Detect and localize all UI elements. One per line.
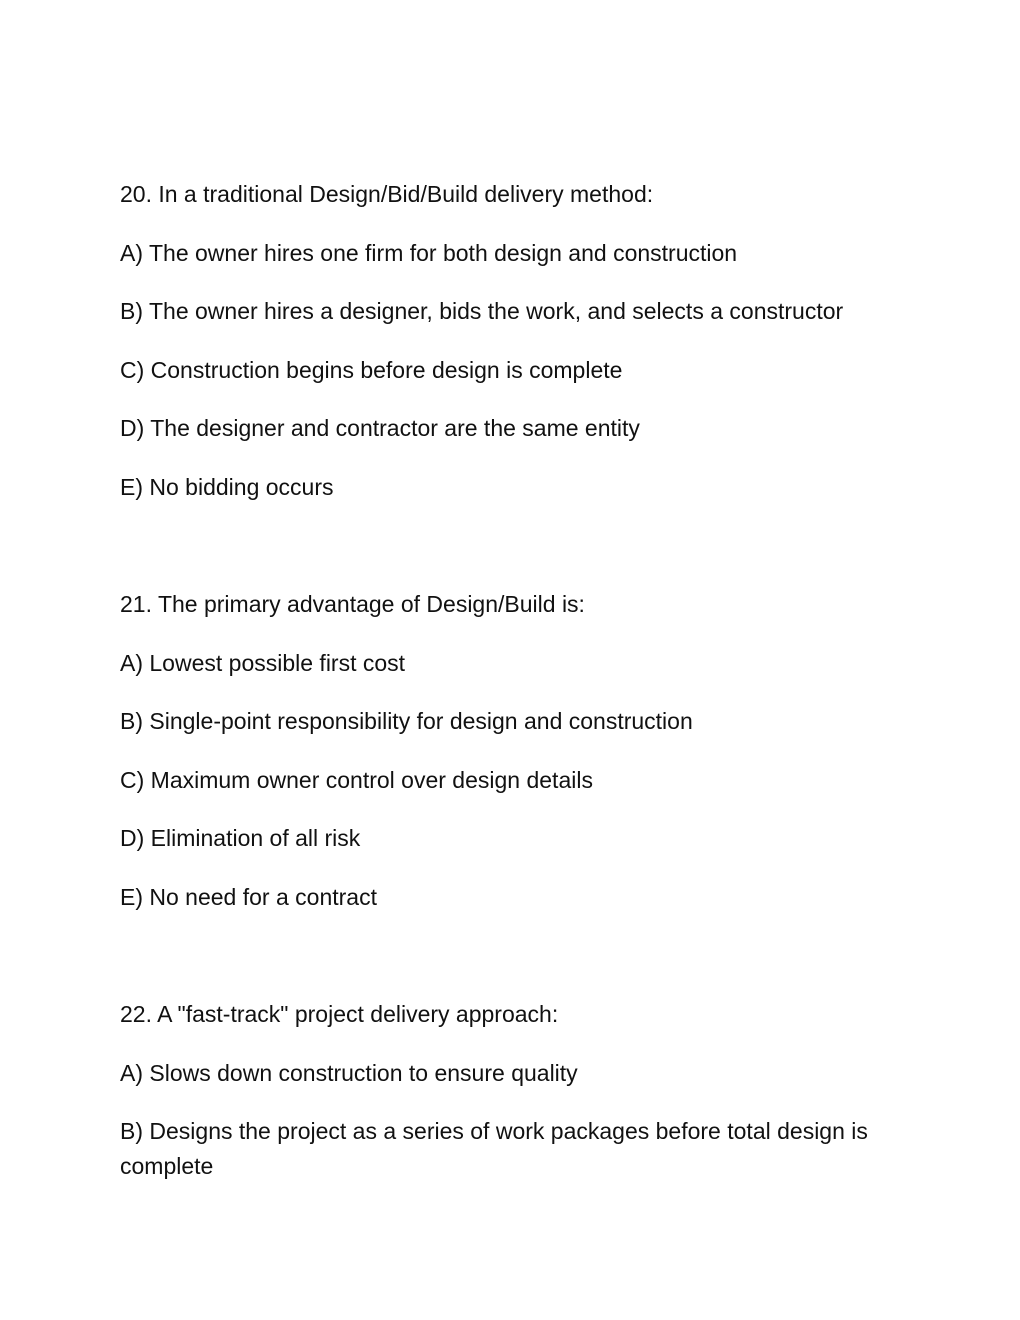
answer-option-e: E) No bidding occurs [120,473,334,500]
answer-option-e: E) No need for a contract [120,883,377,910]
answer-option-d: D) The designer and contractor are the same entity [120,415,640,441]
answer-option-a: A) Slows down construction to ensure quality [120,1059,578,1086]
answer-option-b: B) Single-point responsibility for design and construction [120,708,693,734]
answer-option-c: C) Construction begins before design is complete [120,356,623,383]
question-stem: 22. A "fast-track" project delivery approach: [120,1001,559,1027]
answer-option-a: A) Lowest possible first cost [120,649,406,676]
answer-option-a: A) The owner hires one firm for both design and construction [120,239,738,266]
answer-option-b: B) The owner hires a designer, bids the work, and selects a constructor [120,298,844,324]
question-20 [120,177,890,528]
question-22 [120,997,890,1208]
question-stem: 21. The primary advantage of Design/Build is: [120,591,585,617]
question-stem: 20. In a traditional Design/Bid/Build delivery method: [120,181,654,207]
answer-option-b: B) Designs the project as a series of work packages before total design is complete [120,1118,868,1179]
answer-option-d: D) Elimination of all risk [120,825,361,851]
answer-option-c: C) Maximum owner control over design details [120,766,593,793]
question-21 [120,587,890,938]
